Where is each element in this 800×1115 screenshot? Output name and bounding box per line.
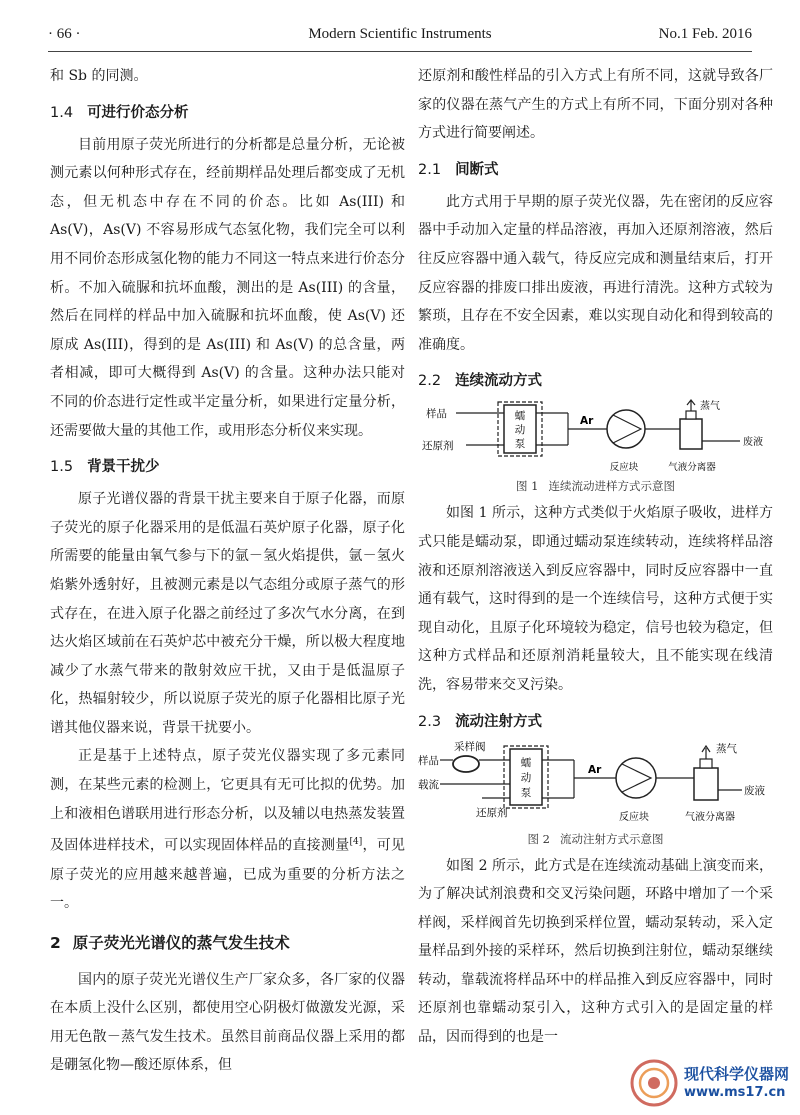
- paragraph: 国内的原子荧光光谱仪生产厂家众多，各厂家的仪器在本质上没什么区别，都使用空心阴极灯做激发光源，采用无色散－蒸气发生技术。虽然目前商品仪器上采用的都是硼氢化物—酸还原体系，但: [50, 971, 405, 1074]
- left-column: [50, 62, 405, 1080]
- figure-2: [418, 740, 773, 848]
- section-number: 1.4: [50, 104, 74, 121]
- paragraph: 还原剂和酸性样品的引入方式上有所不同，这就导致各厂家的仪器在蒸气产生的方式上有所不同，下面分别对各种方式进行简要阐述。: [418, 68, 773, 142]
- section-heading-2-2: [418, 367, 773, 395]
- page-number: · 66 ·: [48, 26, 81, 42]
- pump-label-char: 泵: [520, 786, 532, 799]
- ar-label: Ar: [588, 763, 602, 776]
- label-separator: 气液分离器: [668, 462, 716, 474]
- section-title: 可进行价态分析: [87, 104, 189, 121]
- watermark-title: 现代科学仪器网: [684, 1065, 790, 1083]
- gas-liquid-separator: [680, 419, 702, 449]
- separator-neck: [686, 411, 696, 419]
- label-carrier: 载流: [418, 778, 439, 791]
- pump-label-char: 蠕: [514, 410, 526, 423]
- pump-label-char: 蠕: [520, 756, 532, 769]
- caption-text: 流动注射方式示意图: [559, 831, 664, 846]
- right-column: [418, 62, 773, 1052]
- issue-info: No.1 Feb. 2016: [658, 26, 752, 42]
- section-heading-1-4: [50, 99, 405, 127]
- label-separator: 气液分离器: [685, 811, 735, 823]
- label-waste: 废液: [744, 784, 765, 797]
- pump-label: [515, 409, 526, 450]
- paragraph: 此方式用于早期的原子荧光仪器，先在密闭的反应容器中手动加入定量的样品溶液，再加入还原剂溶液，然后往反应容器中通入载气，待反应完成和测量结束后，打开反应容器的排废口排出废液，再进行清洗。这种方式较为繁琐，且存在不安全因素，难以实现自动化和得到较高的准确度。: [418, 193, 773, 353]
- reaction-block: [607, 410, 645, 448]
- figure-2-caption: [418, 830, 773, 848]
- figure-1: [418, 399, 773, 495]
- flow-injection-diagram: [418, 740, 773, 826]
- label-sample: 样品: [418, 754, 439, 767]
- watermark-icon: [624, 1055, 684, 1111]
- paragraph: 原子光谱仪器的背景干扰主要来自于原子化器，而原子荧光的原子化器采用的是低温石英炉原子化器，原子化所需要的能量由氧气参与下的氩－氢火焰提供，氩－氢火焰紫外透射好，且被测元素是以气态组分或原子蒸气的形式存在，在进入原子化器之前经过了多次气水分离，在到达火焰区域前在石英炉芯中被充分干燥，所以极大程度地减少了水蒸气带来的散射效应干扰，又由于是低温原子化，热辐射较少，所以说原子荧光的原子化器相比原子光谱其他仪器来说，背景干扰要小。: [50, 491, 405, 736]
- label-reductant: 还原剂: [422, 440, 454, 453]
- section-heading-2-3: [418, 708, 773, 736]
- continuous-flow-diagram: [418, 399, 773, 477]
- section-title: 连续流动方式: [455, 373, 543, 390]
- figure-1-caption: [418, 477, 773, 495]
- section-heading-1-5: [50, 453, 405, 481]
- section-number: 1.5: [50, 459, 74, 476]
- paragraph-text: ，可见原子荧光的应用越来越普遍，已成为重要的分析方法之一。: [50, 837, 406, 912]
- pump-label-char: 动: [520, 771, 532, 784]
- pump-label-char: 泵: [514, 438, 526, 451]
- watermark-logo: [624, 1055, 794, 1111]
- page-header: [48, 26, 752, 48]
- label-sample: 样品: [426, 408, 447, 421]
- gas-liquid-separator: [694, 768, 718, 800]
- paragraph-text: 正是基于上述特点，原子荧光仪器实现了多元素同测，在某些元素的检测上，它更具有无可比拟的优势。加上和液相色谱联用进行形态分析，以及辅以电热蒸发装置及固体进样技术，可以实现固体样品的直接测量: [50, 748, 405, 854]
- paragraph: 如图 1 所示，这种方式类似于火焰原子吸收，进样方式只能是蠕动泵，即通过蠕动泵连续转动，连续将样品溶液和还原剂溶液送入到反应容器中，同时反应容器中一直通有载气，这时得到的是一个连续信号，这种方式便于实现自动化，且原子化环境较为稳定，信号也较为稳定，但这种方式样品和还原剂消耗量较大，且不能实现在线清洗，容易带来交叉污染。: [418, 505, 773, 693]
- label-reductant: 还原剂: [476, 806, 508, 819]
- figure-number: 图 1: [516, 479, 539, 494]
- label-vapor: 蒸气: [700, 401, 720, 413]
- section-title: 背景干扰少: [87, 459, 160, 476]
- label-block: 反应块: [609, 462, 639, 474]
- reference-marker[interactable]: [4]: [349, 837, 363, 848]
- section-title: 间断式: [455, 161, 499, 178]
- section-number: 2: [50, 933, 61, 952]
- watermark-url[interactable]: www.ms17.cn: [684, 1085, 786, 1100]
- section-number: 2.1: [418, 161, 442, 178]
- figure-number: 图 2: [527, 831, 550, 846]
- separator-neck: [700, 759, 712, 768]
- ar-label: Ar: [580, 415, 594, 428]
- section-number: 2.3: [418, 713, 442, 730]
- header-rule: [48, 51, 752, 52]
- paragraph: 和 Sb 的同测。: [50, 68, 148, 84]
- label-block: 反应块: [619, 811, 649, 823]
- section-heading-2: [50, 928, 405, 958]
- section-number: 2.2: [418, 373, 442, 390]
- section-heading-2-1: [418, 156, 773, 184]
- paragraph: 目前用原子荧光所进行的分析都是总量分析，无论被测元素以何种形式存在，经前期样品处理后都变成了无机态，但无机态中存在不同的价态。比如 As(III) 和 As(V)，As(V) 不容易形成气态氢化物，我们完全可以利用不同价态形成氢化物的能力不同这一特点来进行价态分析。不加入硫脲和抗坏血酸，测出的是 As(III) 的含量，然后在同样的样品中加入硫脲和抗坏血酸，使 As(V) 还原成 As(III)，得到的是 As(III) 和 As(V) 的总含量，两者相减，即可大概得到 As(V) 的含量。这种办法只能对不同的价态进行定性或半定量分析，如果进行定量分析，还需要做大量的其他工作，或用形态分析仪来实现。: [50, 136, 405, 439]
- label-vapor: 蒸气: [716, 742, 737, 755]
- pump-label: [521, 756, 532, 799]
- section-title: 原子荧光光谱仪的蒸气发生技术: [72, 933, 290, 952]
- sampling-valve: [453, 756, 479, 772]
- paragraph: [50, 742, 405, 917]
- pump-label-char: 动: [514, 424, 526, 437]
- journal-title: Modern Scientific Instruments: [308, 26, 492, 42]
- section-title: 流动注射方式: [455, 713, 543, 730]
- paragraph: 如图 2 所示，此方式是在连续流动基础上演变而来，为了解决试剂浪费和交叉污染问题，环路中增加了一个采样阀，采样阀首先切换到采样位置，蠕动泵转动，采入定量样品到外接的采样环，然后切换到注射位，蠕动泵继续转动，靠载流将样品环中的样品推入到反应容器中，同时还原剂也靠蠕动泵引入，这种方式引入的是固定量的样品，因而得到的也是一: [418, 857, 773, 1046]
- label-waste: 废液: [743, 437, 763, 449]
- caption-text: 连续流动进样方式示意图: [548, 479, 675, 494]
- label-valve: 采样阀: [454, 740, 486, 753]
